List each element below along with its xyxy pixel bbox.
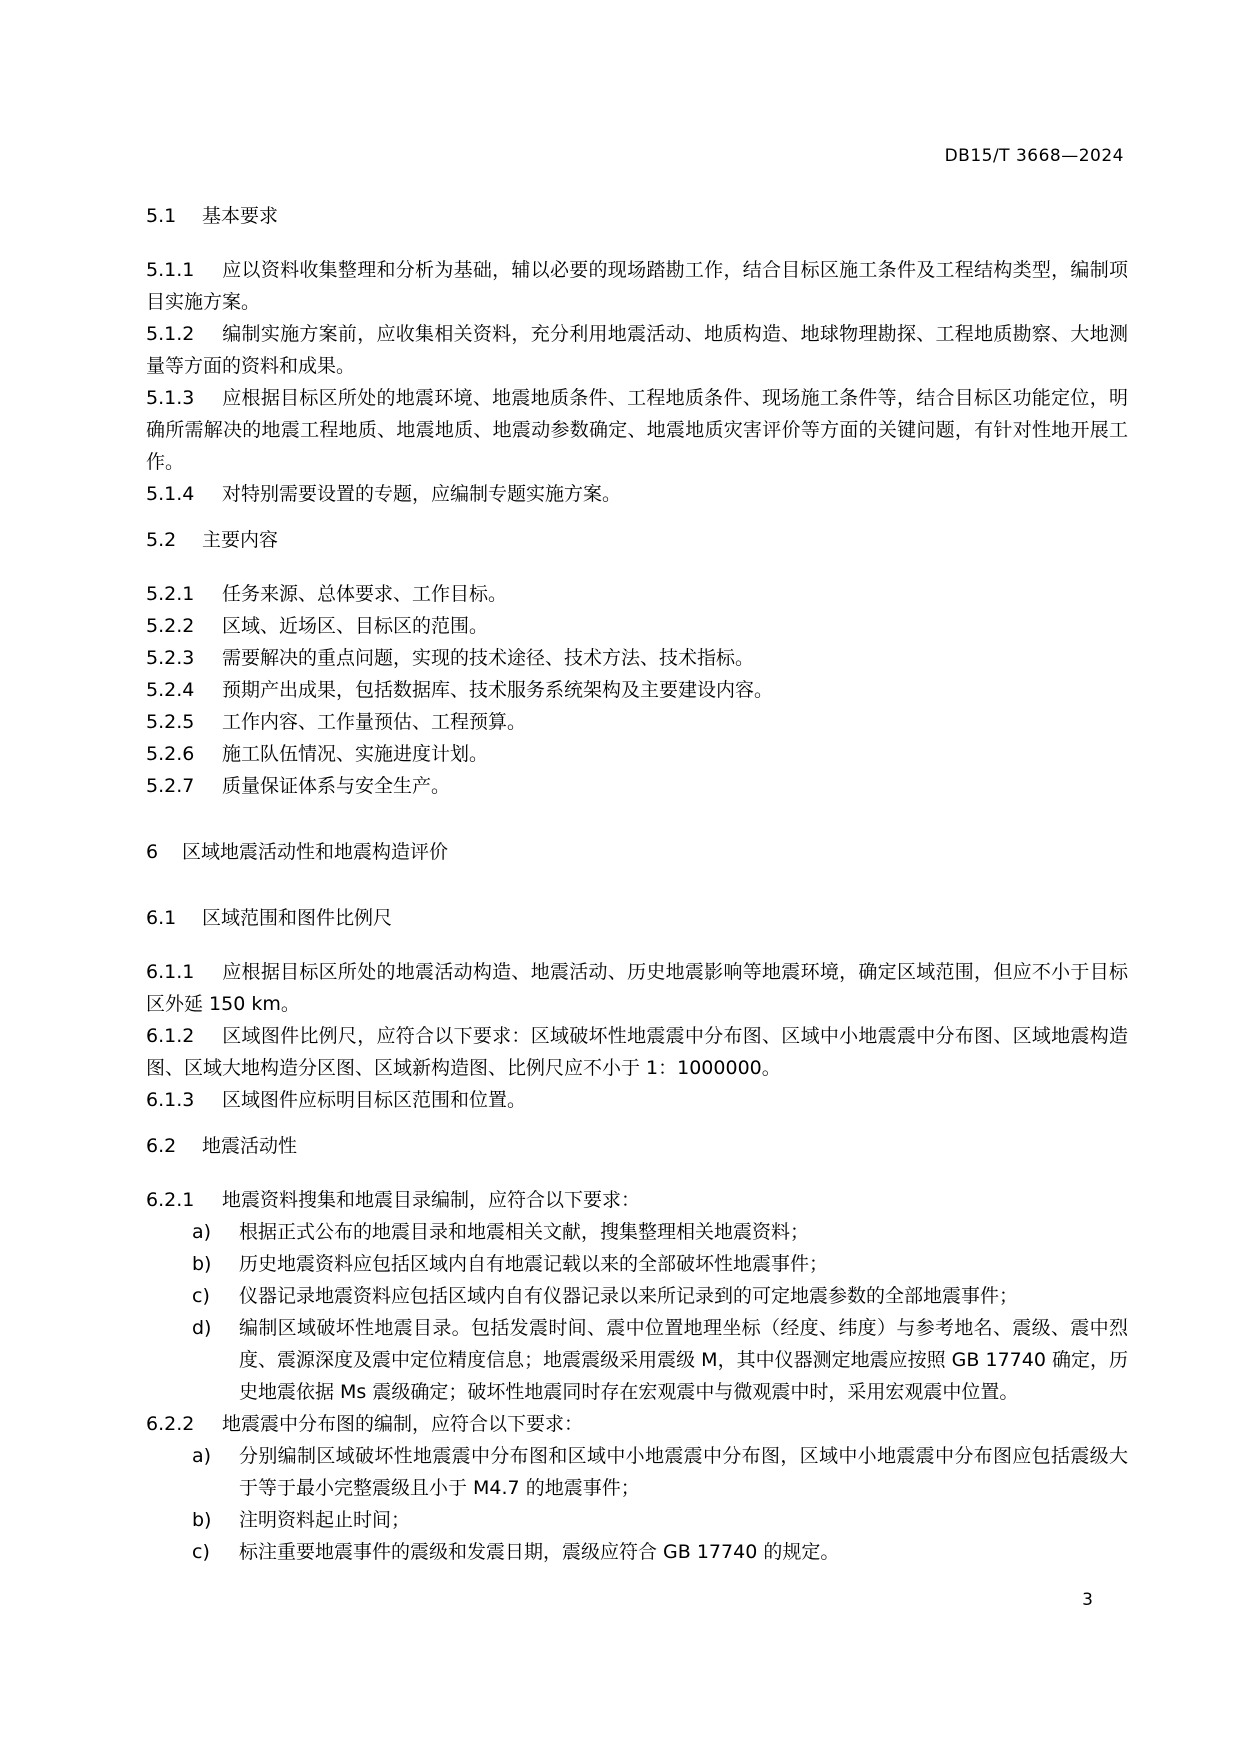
chapter-title: 区域地震活动性和地震构造评价 [182, 841, 449, 863]
chapter-number: 6 [146, 841, 159, 863]
clause-5-1-3 [146, 382, 1128, 478]
clause-number: 5.2.3 [146, 647, 195, 669]
clause-5-1-4 [146, 478, 1128, 510]
clause-number: 5.1.4 [146, 483, 195, 505]
list-item-text: 仪器记录地震资料应包括区域内自有仪器记录以来所记录到的可定地震参数的全部地震事件； [239, 1285, 1019, 1307]
clause-6-1-2 [146, 1020, 1128, 1084]
clause-6-1-3 [146, 1084, 1128, 1116]
list-item-label: d) [192, 1317, 212, 1339]
list-item-6-2-2-c [146, 1536, 1128, 1568]
list-item-text: 编制区域破坏性地震目录。包括发震时间、震中位置地理坐标（经度、纬度）与参考地名、震级、震中烈度、震源深度及震中定位精度信息；地震震级采用震级 M，其中仪器测定地震应按照 GB 17740 确定，历史地震依据 Ms 震级确定；破坏性地震同时存在宏观震中与微观震中时，采用宏观震中位置。 [239, 1317, 1128, 1403]
list-item-6-2-1-a [146, 1216, 1128, 1248]
clause-text: 施工队伍情况、实施进度计划。 [222, 743, 489, 765]
clause-number: 5.2.4 [146, 679, 195, 701]
list-item-label: b) [192, 1509, 212, 1531]
clause-text: 应根据目标区所处的地震活动构造、地震活动、历史地震影响等地震环境，确定区域范围，但应不小于目标区外延 150 km。 [146, 961, 1128, 1015]
section-number: 6.1 [146, 907, 177, 929]
section-number: 5.2 [146, 529, 177, 551]
clause-6-2-1 [146, 1184, 1128, 1216]
section-title: 主要内容 [202, 529, 279, 551]
page-number: 3 [1082, 1590, 1093, 1610]
clause-number: 5.2.7 [146, 775, 195, 797]
clause-text: 应以资料收集整理和分析为基础，辅以必要的现场踏勘工作，结合目标区施工条件及工程结构类型，编制项目实施方案。 [146, 259, 1128, 313]
clause-text: 需要解决的重点问题，实现的技术途径、技术方法、技术指标。 [222, 647, 755, 669]
list-item-6-2-1-b [146, 1248, 1128, 1280]
section-heading-6-2 [146, 1130, 1128, 1162]
section-heading-5-2 [146, 524, 1128, 556]
list-item-text: 标注重要地震事件的震级和发震日期，震级应符合 GB 17740 的规定。 [239, 1541, 840, 1563]
clause-number: 5.2.6 [146, 743, 195, 765]
chapter-heading-6 [146, 836, 1128, 868]
clause-5-2-1 [146, 578, 1128, 610]
clause-6-1-1 [146, 956, 1128, 1020]
list-item-text: 根据正式公布的地震目录和地震相关文献，搜集整理相关地震资料； [239, 1221, 810, 1243]
clause-number: 6.2.2 [146, 1413, 195, 1435]
list-item-label: c) [192, 1541, 210, 1563]
clause-text: 地震震中分布图的编制，应符合以下要求： [222, 1413, 584, 1435]
clause-5-2-7 [146, 770, 1128, 802]
document-body [146, 200, 1128, 1568]
clause-number: 6.1.3 [146, 1089, 195, 1111]
section-heading-5-1 [146, 200, 1128, 232]
clause-text: 应根据目标区所处的地震环境、地震地质条件、工程地质条件、现场施工条件等，结合目标区功能定位，明确所需解决的地震工程地质、地震地质、地震动参数确定、地震地质灾害评价等方面的关键问题，有针对性地开展工作。 [146, 387, 1128, 473]
section-heading-6-1 [146, 902, 1128, 934]
clause-number: 5.2.2 [146, 615, 195, 637]
clause-text: 区域、近场区、目标区的范围。 [222, 615, 489, 637]
clause-text: 地震资料搜集和地震目录编制，应符合以下要求： [222, 1189, 641, 1211]
section-title: 区域范围和图件比例尺 [202, 907, 393, 929]
list-item-label: a) [192, 1445, 212, 1467]
list-item-6-2-2-a [146, 1440, 1128, 1504]
list-item-6-2-2-b [146, 1504, 1128, 1536]
clause-number: 5.1.3 [146, 387, 195, 409]
clause-5-2-6 [146, 738, 1128, 770]
clause-number: 5.1.2 [146, 323, 195, 345]
list-item-label: a) [192, 1221, 212, 1243]
list-item-6-2-1-c [146, 1280, 1128, 1312]
clause-text: 质量保证体系与安全生产。 [222, 775, 451, 797]
document-code: DB15/T 3668—2024 [944, 146, 1124, 166]
clause-text: 工作内容、工作量预估、工程预算。 [222, 711, 527, 733]
list-item-text: 历史地震资料应包括区域内自有地震记载以来的全部破坏性地震事件； [239, 1253, 829, 1275]
section-title: 基本要求 [202, 205, 279, 227]
clause-text: 编制实施方案前，应收集相关资料，充分利用地震活动、地质构造、地球物理勘探、工程地质勘察、大地测量等方面的资料和成果。 [146, 323, 1128, 377]
clause-5-2-3 [146, 642, 1128, 674]
clause-5-1-1 [146, 254, 1128, 318]
list-item-text: 注明资料起止时间； [239, 1509, 411, 1531]
clause-5-1-2 [146, 318, 1128, 382]
clause-text: 区域图件应标明目标区范围和位置。 [222, 1089, 527, 1111]
clause-number: 5.2.5 [146, 711, 195, 733]
section-title: 地震活动性 [202, 1135, 298, 1157]
list-item-6-2-1-d [146, 1312, 1128, 1408]
list-item-label: b) [192, 1253, 212, 1275]
clause-text: 对特别需要设置的专题，应编制专题实施方案。 [222, 483, 622, 505]
section-number: 5.1 [146, 205, 177, 227]
clause-text: 预期产出成果，包括数据库、技术服务系统架构及主要建设内容。 [222, 679, 774, 701]
section-number: 6.2 [146, 1135, 177, 1157]
clause-5-2-5 [146, 706, 1128, 738]
clause-6-2-2 [146, 1408, 1128, 1440]
clause-5-2-2 [146, 610, 1128, 642]
list-item-text: 分别编制区域破坏性地震震中分布图和区域中小地震震中分布图，区域中小地震震中分布图应包括震级大于等于最小完整震级且小于 M4.7 的地震事件； [239, 1445, 1128, 1499]
list-item-label: c) [192, 1285, 210, 1307]
clause-number: 6.1.2 [146, 1025, 195, 1047]
clause-5-2-4 [146, 674, 1128, 706]
clause-number: 5.1.1 [146, 259, 195, 281]
clause-number: 6.2.1 [146, 1189, 195, 1211]
clause-number: 6.1.1 [146, 961, 195, 983]
clause-text: 任务来源、总体要求、工作目标。 [222, 583, 508, 605]
clause-number: 5.2.1 [146, 583, 195, 605]
clause-text: 区域图件比例尺，应符合以下要求：区域破坏性地震震中分布图、区域中小地震震中分布图、区域地震构造图、区域大地构造分区图、区域新构造图、比例尺应不小于 1：1000000。 [146, 1025, 1128, 1079]
